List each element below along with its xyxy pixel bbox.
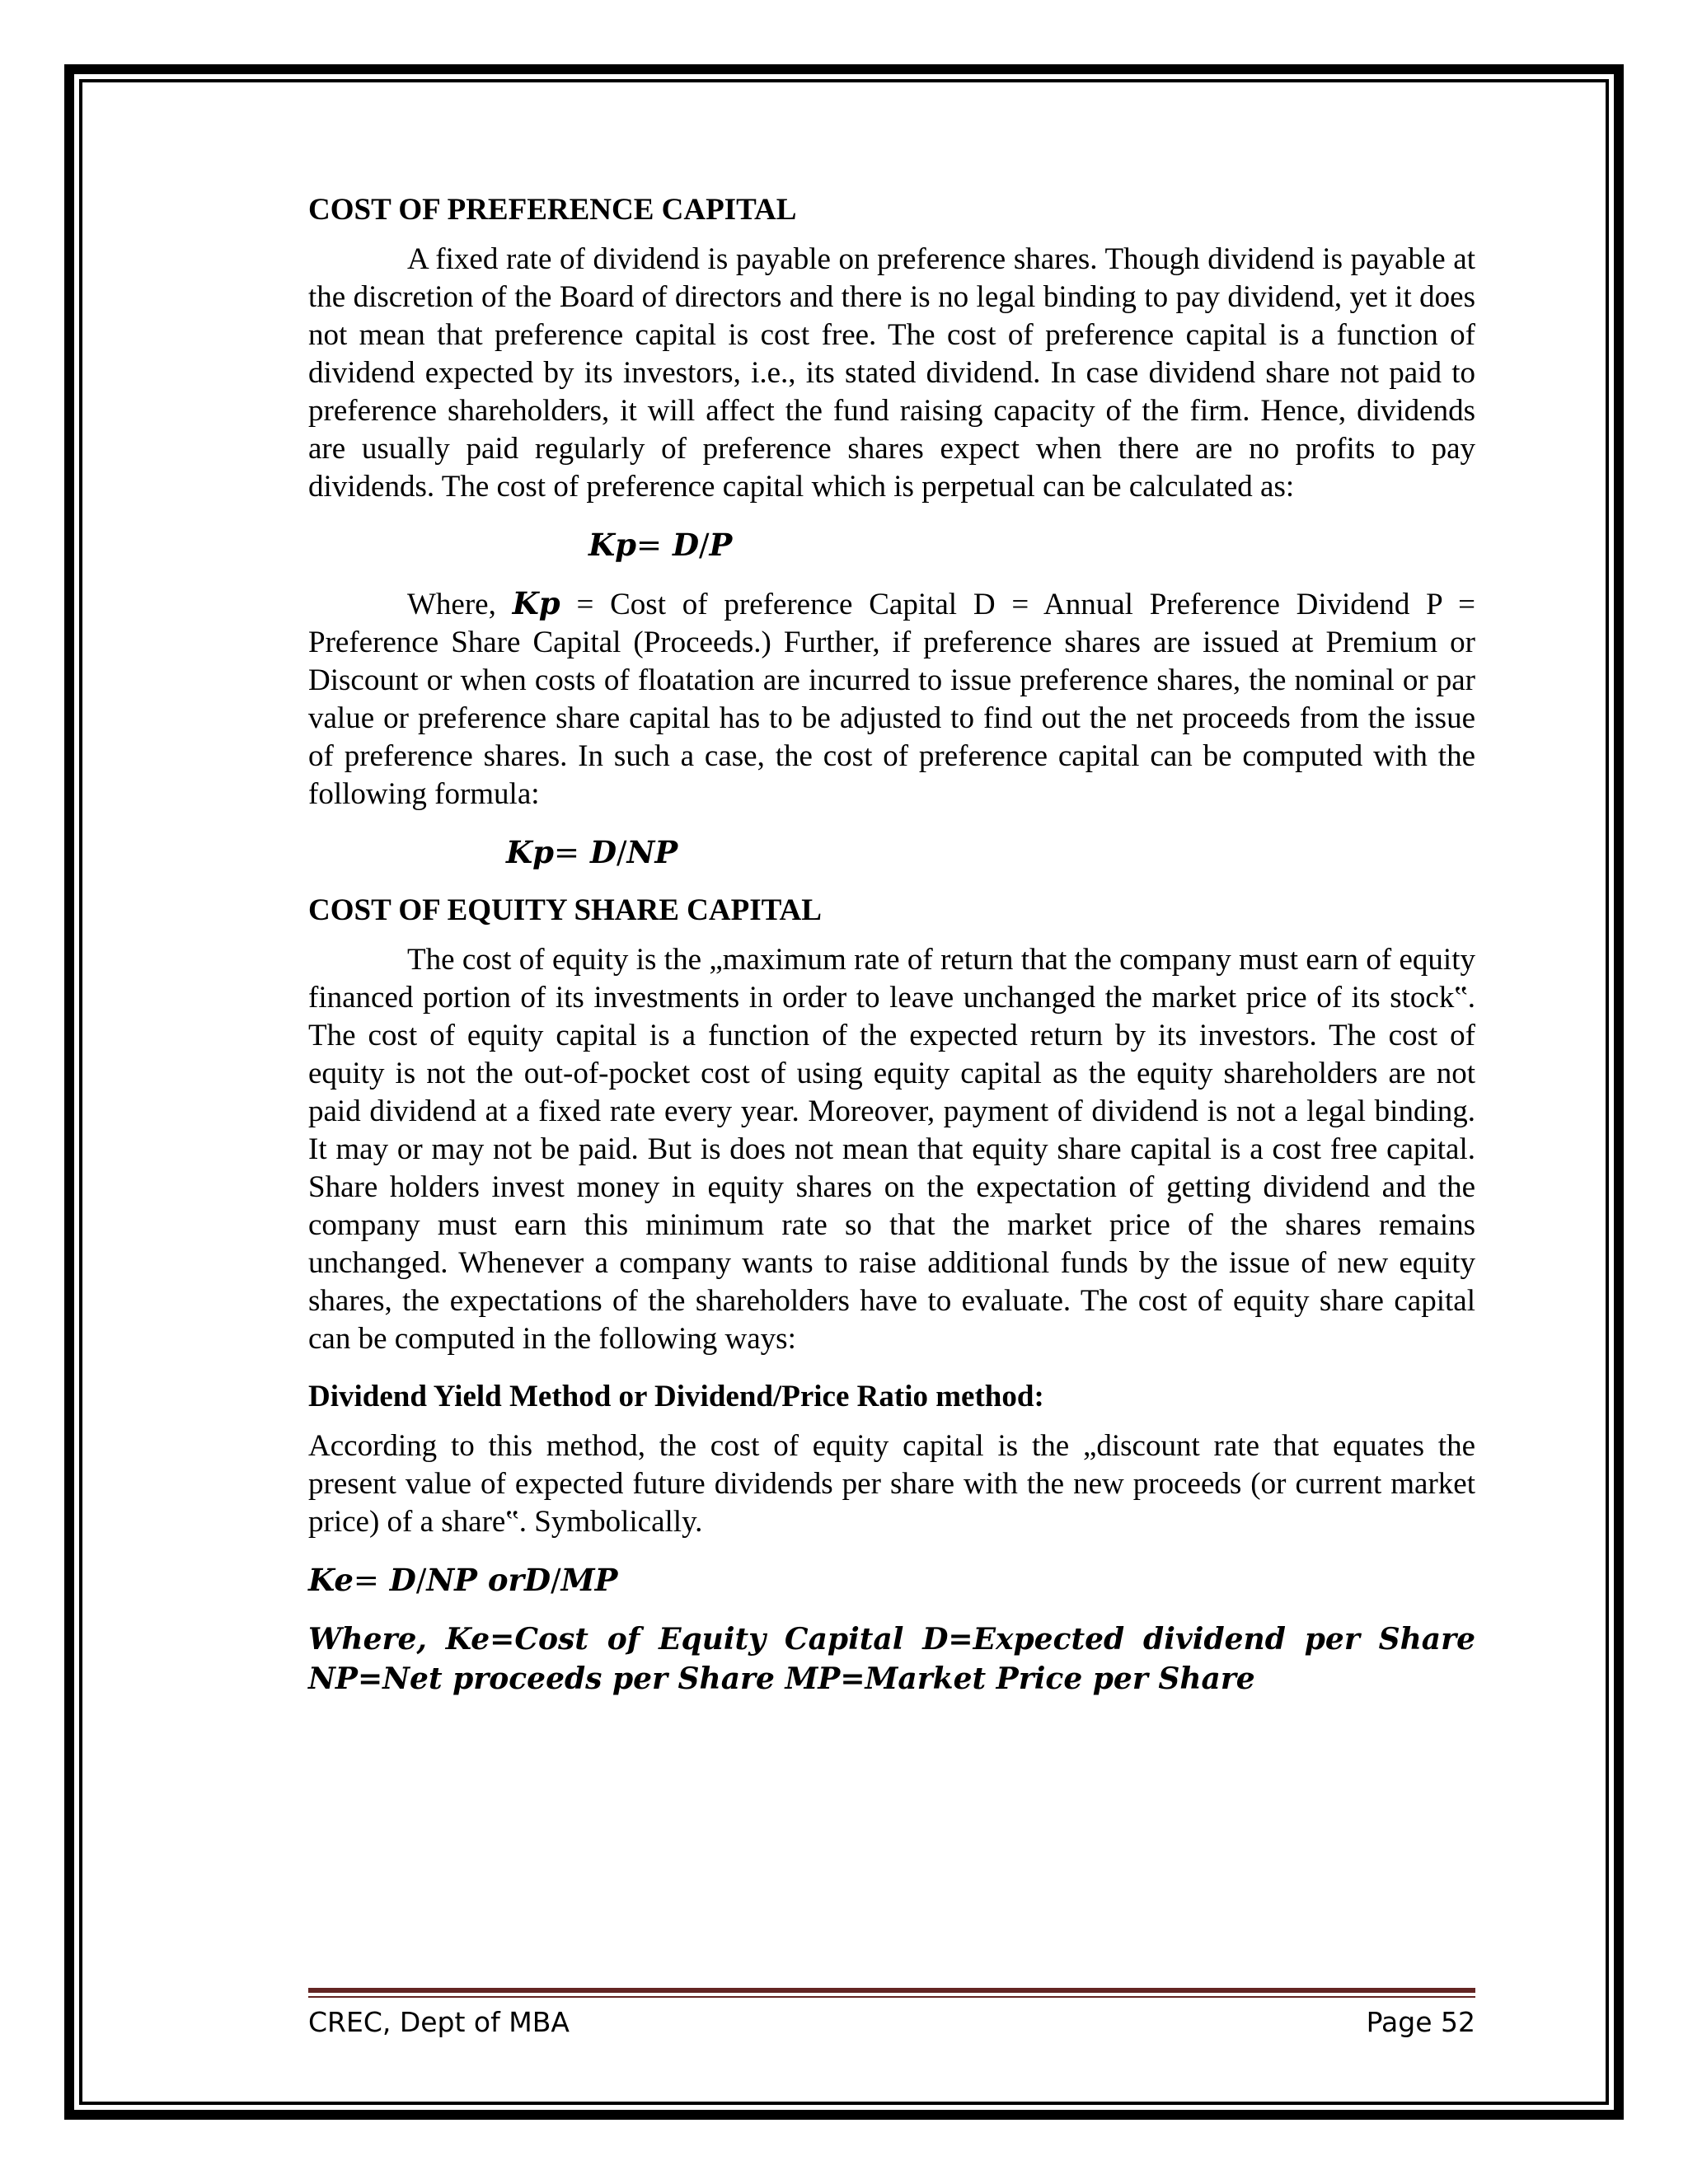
paragraph-preference-intro: A fixed rate of dividend is payable on preference shares. Though dividend is payable at the discretion of the Board of directors and there is no legal binding to pay dividend, yet it does not mean that preference capital is cost free. The cost of preference capital is a function of dividend expected by its investors, i.e., its stated dividend. In case dividend share not paid to preference shareholders, it will affect the fund raising capacity of the firm. Hence, dividends are usually paid regularly of preference shares expect when there are no profits to pay dividends. The cost of preference capital which is perpetual can be calculated as: (308, 242, 1475, 504)
formula-rhs-a: D (589, 834, 617, 870)
formula-lhs: Kp (506, 834, 555, 870)
footer-rule-thick (308, 1988, 1475, 1993)
formula-equals: = (554, 835, 580, 870)
paragraph-preference-where (308, 584, 1475, 813)
formula-lhs: Kp (588, 527, 637, 563)
formula-equals: = (353, 1563, 379, 1598)
footer-page-number: Page 52 (1366, 2006, 1475, 2038)
page-footer (308, 2003, 1475, 2042)
ke-variable-definitions: Where, Ke=Cost of Equity Capital D=Expected dividend per Share NP=Net proceeds per Share MP=Market Price per Share (308, 1622, 1475, 1696)
where-label: Where, (407, 588, 513, 621)
formula-kp-d-p (308, 526, 1475, 565)
paragraph-equity-intro: The cost of equity is the „maximum rate of return that the company must earn of equity financed portion of its investments in order to leave unchanged the market price of its stock‟. The cost of equity capital is a function of the expected return by its investors. The cost of equity is not the out-of-pocket cost of using equity capital as the equity shareholders are not paid dividend at a fixed rate every year. Moreover, payment of dividend is not a legal binding. It may or may not be paid. But is does not mean that equity share capital is a cost free capital. Share holders invest money in equity shares on the expectation of getting dividend and the company must earn this minimum rate so that the market price of the shares remains unchanged. Whenever a company wants to raise additional funds by the issue of new equity shares, the expectations of the shareholders have to evaluate. The cost of equity share capital can be computed in the following ways: (308, 943, 1475, 1356)
paragraph-dividend-yield: According to this method, the cost of equity capital is the „discount rate that equates the present value of expected future dividends per share with the new proceeds (or current market price) of a share‟. Symbolically. (308, 1429, 1475, 1539)
formula-slash: / (617, 835, 627, 870)
subheading-dividend-yield: Dividend Yield Method or Dividend/Price Ratio method: (308, 1380, 1044, 1413)
formula-equals: = (636, 527, 663, 563)
section-heading-preference: COST OF PREFERENCE CAPITAL (308, 193, 797, 227)
footer-department: CREC, Dept of MBA (308, 2006, 570, 2038)
formula-kp-d-np (308, 833, 1475, 872)
formula-slash: / (551, 1563, 561, 1598)
formula-rhs-b: P (709, 527, 733, 563)
formula-rhs-a: D (672, 527, 700, 563)
formula-lhs: Ke (308, 1562, 354, 1598)
formula-slash: / (699, 527, 710, 563)
where-definitions: = Cost of preference Capital D = Annual Preference Dividend P = Preference Share Capital (Proceeds.) Further, if preference shares are issued at Premium or Discount or when costs of floatation are incurred to issue preference shares, the nominal or par value or preference share capital has to be adjusted to find out the net proceeds from the issue of preference shares. In such a case, the cost of preference capital can be computed with the following formula: (308, 588, 1475, 811)
footer-rule-thin (308, 1996, 1475, 1998)
page-content (308, 191, 1475, 1699)
formula-rhs-b: NP orD (426, 1562, 551, 1598)
section-heading-equity: COST OF EQUITY SHARE CAPITAL (308, 893, 822, 927)
formula-ke (308, 1561, 1475, 1600)
kp-symbol: Kp (512, 585, 560, 621)
formula-rhs-c: MP (560, 1562, 618, 1598)
formula-rhs-a: D (389, 1562, 416, 1598)
formula-rhs-b: NP (626, 834, 678, 870)
formula-slash: / (415, 1563, 427, 1598)
